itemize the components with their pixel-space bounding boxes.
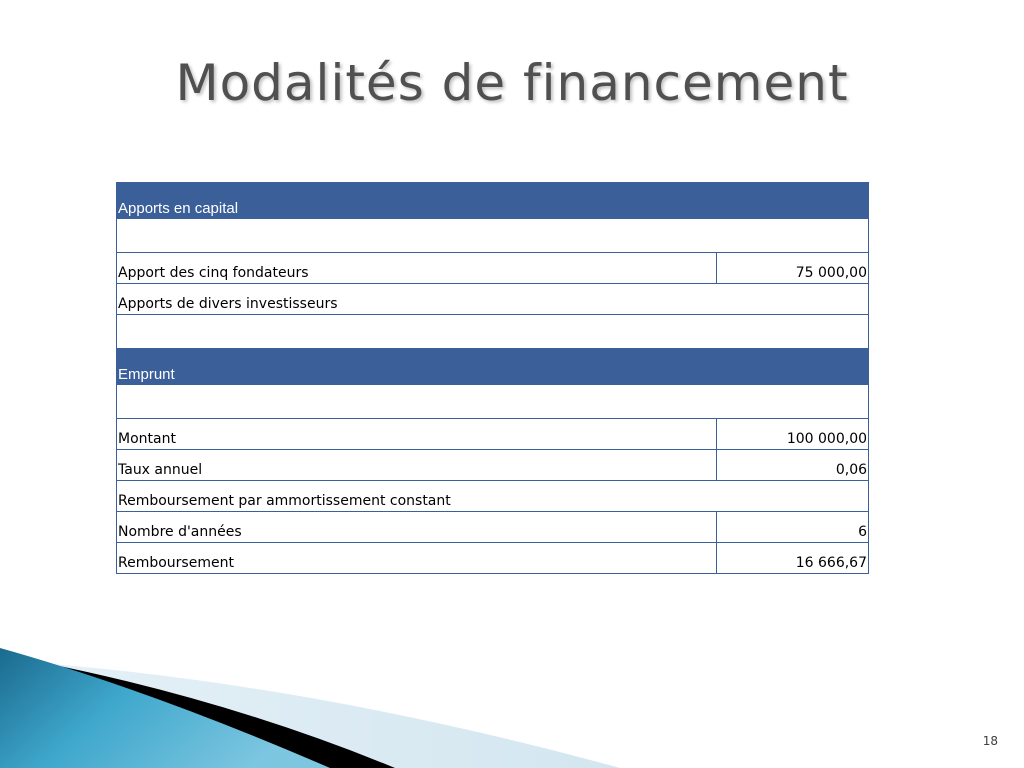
row-value: 75 000,00 xyxy=(717,253,869,284)
section-header-label: Apports en capital xyxy=(117,183,869,219)
table-row xyxy=(117,481,869,512)
row-label: Apports de divers investisseurs xyxy=(117,284,869,315)
section-header-label: Emprunt xyxy=(117,349,869,385)
black-swoosh xyxy=(40,662,395,768)
row-label: Remboursement xyxy=(117,543,717,574)
row-label: Taux annuel xyxy=(117,450,717,481)
row-label: Nombre d'années xyxy=(117,512,717,543)
row-label: Montant xyxy=(117,419,717,450)
blank-cell xyxy=(117,385,869,419)
table-row xyxy=(117,512,869,543)
table-row xyxy=(117,419,869,450)
row-label: Remboursement par ammortissement constant xyxy=(117,481,869,512)
table-row xyxy=(117,543,869,574)
teal-swoosh xyxy=(0,648,330,768)
section-header-loan xyxy=(117,349,869,385)
row-value: 0,06 xyxy=(717,450,869,481)
table-row xyxy=(117,450,869,481)
slide-title: Modalités de financement xyxy=(175,54,849,112)
blank-row xyxy=(117,219,869,253)
row-value: 16 666,67 xyxy=(717,543,869,574)
blank-row xyxy=(117,315,869,349)
financing-table xyxy=(116,182,869,574)
table-row xyxy=(117,284,869,315)
pale-swoosh xyxy=(0,660,620,768)
blank-cell xyxy=(117,315,869,349)
blank-cell xyxy=(117,219,869,253)
blank-row xyxy=(117,385,869,419)
row-value: 100 000,00 xyxy=(717,419,869,450)
row-label: Apport des cinq fondateurs xyxy=(117,253,717,284)
section-header-capital xyxy=(117,183,869,219)
table-row xyxy=(117,253,869,284)
row-value: 6 xyxy=(717,512,869,543)
page-number: 18 xyxy=(982,734,998,748)
